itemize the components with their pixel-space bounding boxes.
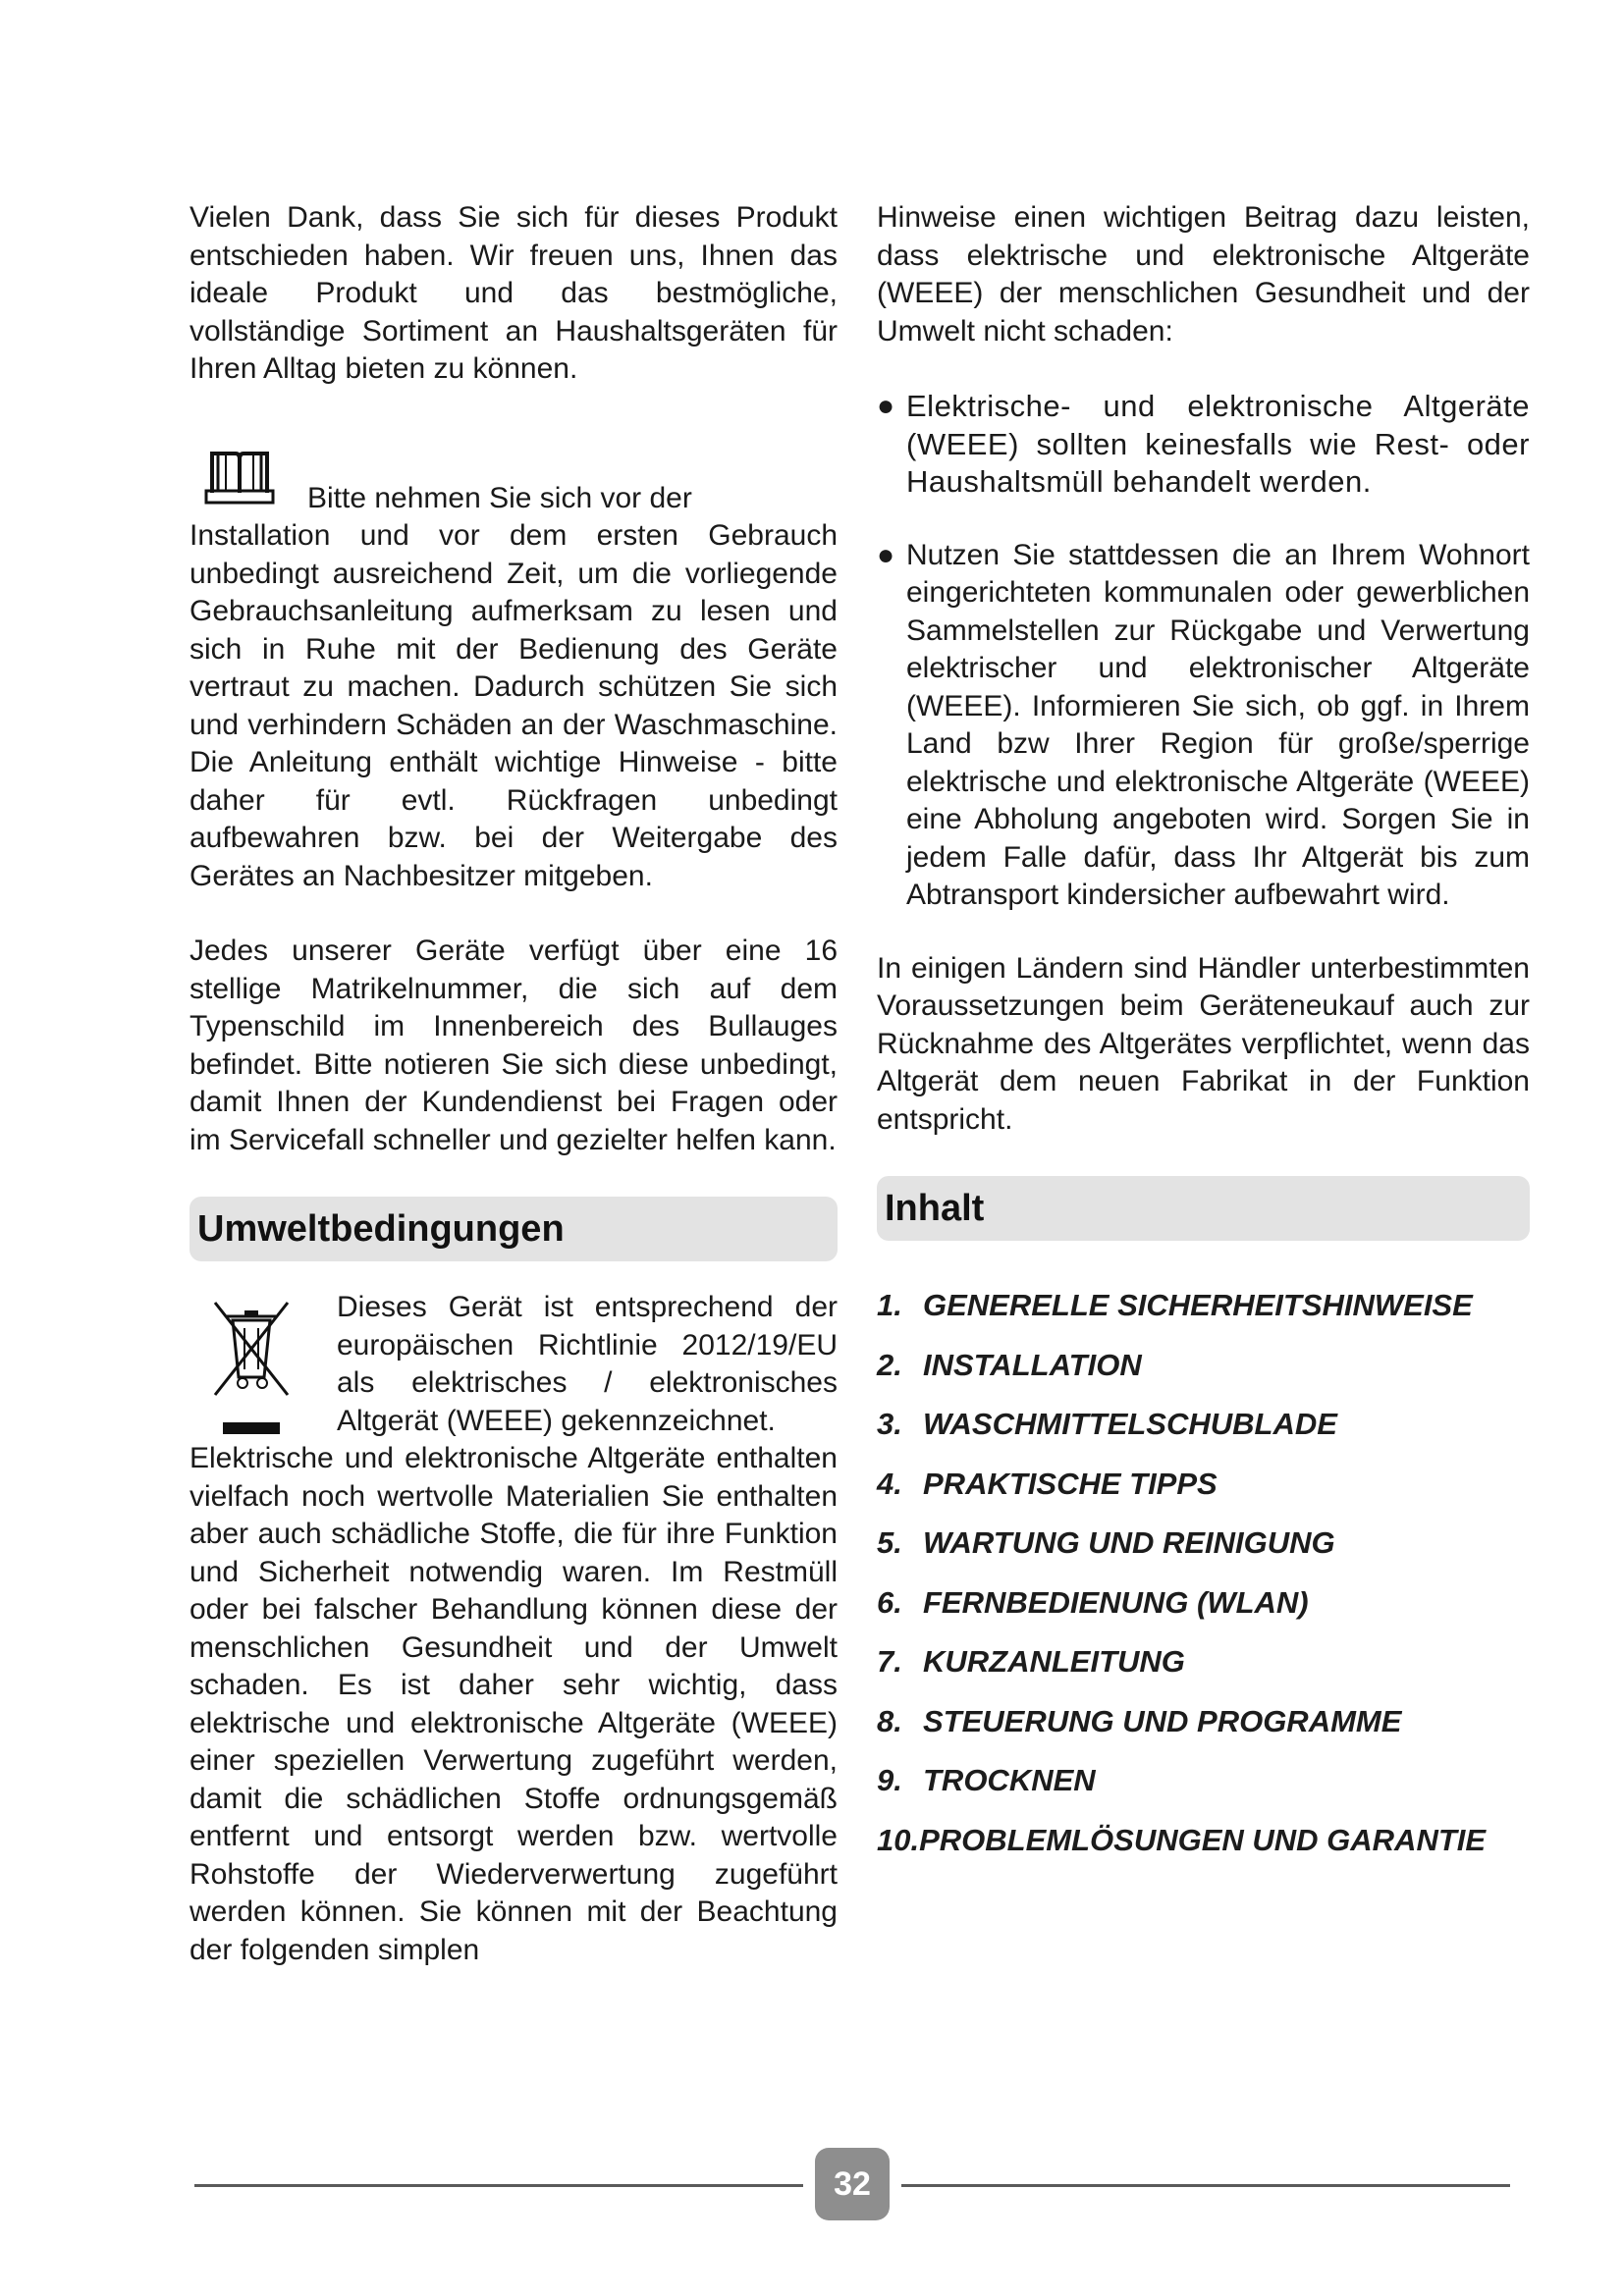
toc-entry[interactable]: 10.PROBLEMLÖSUNGEN UND GARANTIE bbox=[877, 1822, 1487, 1857]
toc-entry[interactable]: 4. PRAKTISCHE TIPPS bbox=[877, 1466, 1218, 1501]
footer-rule-left bbox=[194, 2184, 803, 2187]
bullet-text: Nutzen Sie stattdessen die an Ihrem Wohnort eingerichteten kommunalen oder gewerblichen Sammelstellen zur Rückgabe und Verwertung elektrischer und elektronischer Altgeräte (WEEE). Informieren Sie sich, ob ggf. in Ihrem Land bzw Ihrer Region für große/sperrige elektrische und elektronische Altgeräte (WEEE) eine Abholung angeboten wird. Sorgen Sie in jedem Falle dafür, dass Ihr Altgerät bis zum Abtransport kindersicher aufbewahrt wird. bbox=[906, 538, 1530, 911]
open-book-icon bbox=[204, 448, 275, 505]
toc-entry[interactable]: 5. WARTUNG UND REINIGUNG bbox=[877, 1525, 1335, 1560]
bullet-text: Elektrische- und elektronische Altgeräte (WEEE) sollten keinesfalls wie Rest- oder Haushaltsmüll behandelt werden. bbox=[906, 389, 1530, 499]
reading-note-body: Installation und vor dem ersten Gebrauch unbedingt ausreichend Zeit, um die vorliegende Gebrauchsanleitung aufmerksam zu lesen und sich in Ruhe mit der Bedienung des Geräte vertraut zu machen. Dadurch schützen Sie sich und verhindern Schäden an der Waschmaschine. Die Anleitung enthält wichtige Hinweise - bitte daher für evtl. Rückfragen unbedingt aufbewahren bzw. bei der Weitergabe des Gerätes an Nachbesitzer mitgeben. bbox=[189, 519, 838, 892]
section-heading-environment: Umweltbedingungen bbox=[189, 1197, 838, 1261]
bullet-item bbox=[877, 537, 1530, 915]
toc-entry[interactable]: 1. GENERELLE SICHERHEITSHINWEISE bbox=[877, 1288, 1473, 1322]
right-column bbox=[877, 199, 1530, 1870]
weee-label-text: Dieses Gerät ist entsprechend der europäischen Richtlinie 2012/19/EU als elektrisches / elektronisches Altgerät (WEEE) gekennzeichnet. bbox=[337, 1291, 838, 1437]
toc-entry[interactable]: 3. WASCHMITTELSCHUBLADE bbox=[877, 1407, 1337, 1441]
toc-entry[interactable]: 2. INSTALLATION bbox=[877, 1347, 1142, 1382]
table-of-contents bbox=[877, 1276, 1530, 1870]
toc-entry[interactable]: 9. TROCKNEN bbox=[877, 1763, 1096, 1797]
weee-notice bbox=[189, 1289, 838, 1440]
dealer-paragraph: In einigen Ländern sind Händler unterbestimmten Voraussetzungen beim Geräteneukauf auch zur Rücknahme des Altgerätes verpflichtet, wenn das Altgerät dem neuen Fabrikat in der Funktion entspricht. bbox=[877, 951, 1530, 1136]
toc-entry[interactable]: 8. STEUERUNG UND PROGRAMME bbox=[877, 1703, 1402, 1738]
bullet-item bbox=[877, 388, 1530, 502]
footer-rule-right bbox=[901, 2184, 1510, 2187]
environment-body: Elektrische und elektronische Altgeräte enthalten vielfach noch wertvolle Materialien Sie enthalten aber auch schädliche Stoffe, die für ihre Funktion und Sicherheit notwendig waren. Im Restmüll oder bei falscher Behandlung können diese der menschlichen Gesundheit und der Umwelt schaden. Es ist daher sehr wichtig, dass elektrische und elektronische Altgeräte (WEEE) einer speziellen Verwertung zugeführt werden, damit die schädlichen Stoffe ordnungsgemäß entfernt und entsorgt werden bzw. wertvolle Rohstoffe der Wiederverwertung zugeführt werden können. Sie können mit der Beachtung der folgenden simplen bbox=[189, 1442, 838, 1966]
bullet-dot-icon: ● bbox=[877, 538, 895, 571]
continued-paragraph: Hinweise einen wichtigen Beitrag dazu leisten, dass elektrische und elektronische Altgeräte (WEEE) der menschlichen Gesundheit und der Umwelt nicht schaden: bbox=[877, 201, 1530, 347]
page-number-badge: 32 bbox=[815, 2148, 890, 2220]
intro-paragraph: Vielen Dank, dass Sie sich für dieses Produkt entschieden haben. Wir freuen uns, Ihnen das ideale Produkt und das bestmögliche, vollständige Sortiment an Haushaltsgeräten für Ihren Alltag bieten zu können. bbox=[189, 201, 838, 385]
reading-note bbox=[189, 426, 838, 896]
reading-note-first-line: Bitte nehmen Sie sich vor der bbox=[307, 481, 692, 514]
serial-number-paragraph: Jedes unserer Geräte verfügt über eine 16 stellige Matrikelnummer, die sich auf dem Typenschild im Innenbereich des Bullauges befindet. Bitte notieren Sie sich diese unbedingt, damit Ihnen der Kundendienst bei Fragen oder im Servicefall schneller und gezielter helfen kann. bbox=[189, 934, 838, 1156]
section-heading-contents: Inhalt bbox=[877, 1176, 1530, 1241]
crossed-out-bin-icon bbox=[211, 1297, 292, 1444]
bullet-dot-icon: ● bbox=[877, 390, 895, 422]
toc-entry[interactable]: 7. KURZANLEITUNG bbox=[877, 1644, 1185, 1679]
toc-entry[interactable]: 6. FERNBEDIENUNG (WLAN) bbox=[877, 1584, 1309, 1620]
left-column bbox=[189, 199, 838, 1969]
